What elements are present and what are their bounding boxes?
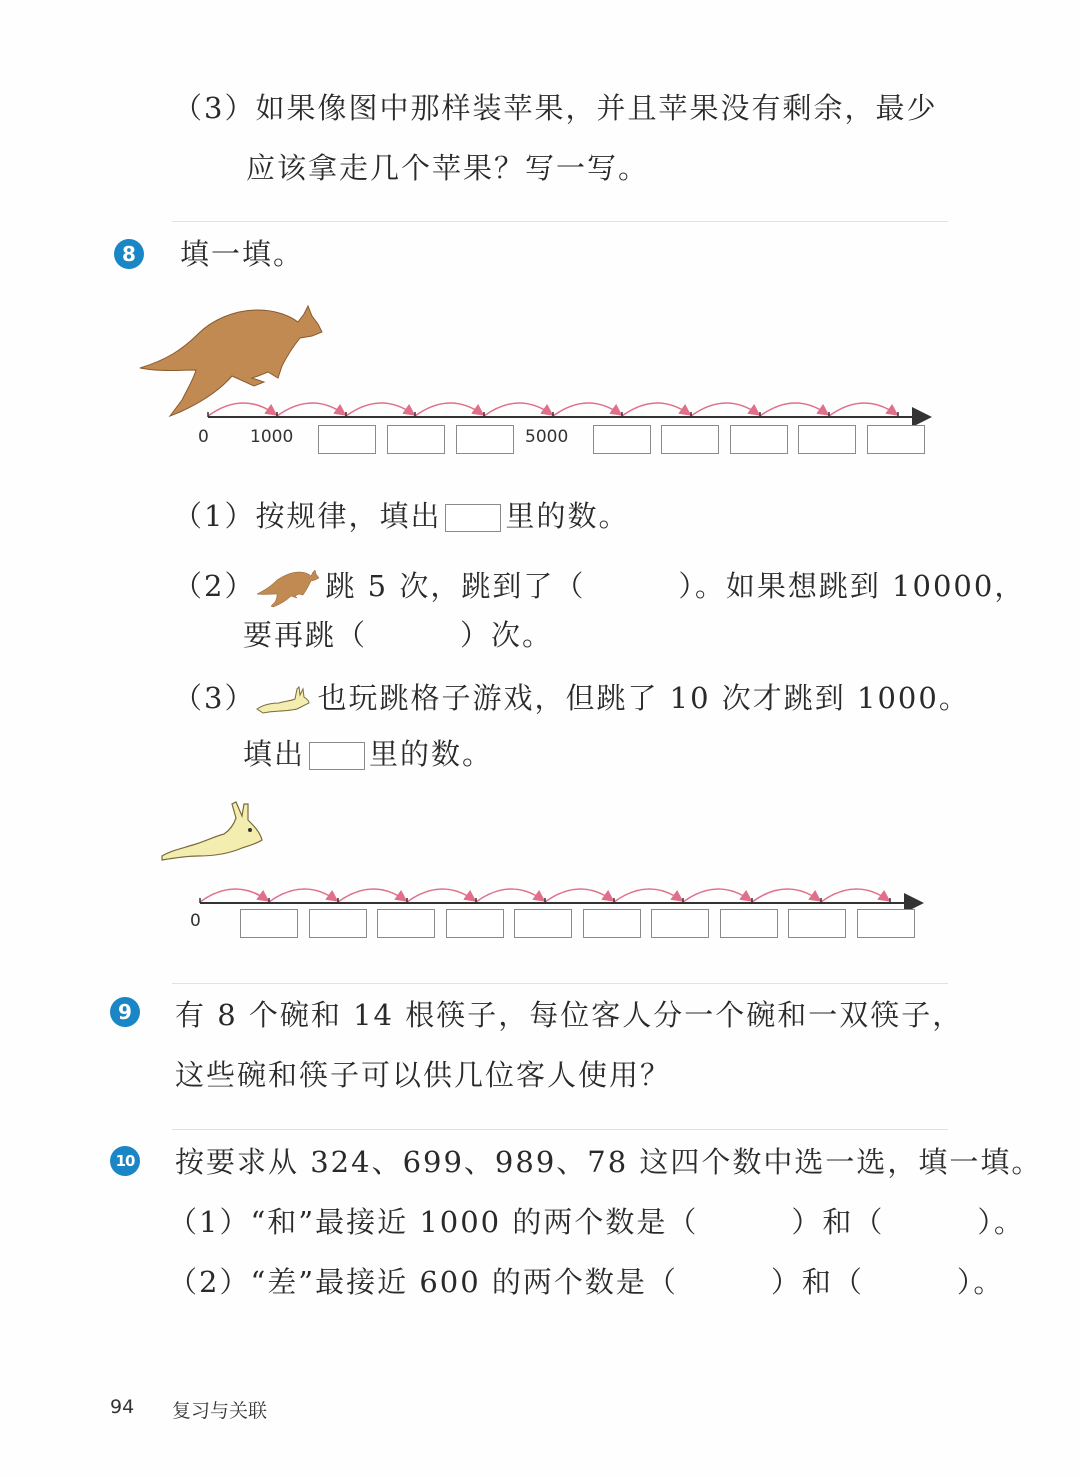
rabbit-number-line (192, 870, 932, 910)
q9-line1: 有 8 个碗和 14 根筷子，每位客人分一个碗和一双筷子， (175, 998, 964, 1032)
section-title: 复习与关联 (172, 1400, 268, 1422)
answer-box[interactable] (377, 909, 435, 938)
jump-arc (553, 403, 620, 416)
q10-part1: （1）“和”最接近 1000 的两个数是（ ）和（ ）。 (168, 1205, 1025, 1239)
q8-part3-line1: （3） 也玩跳格子游戏，但跳了 10 次才跳到 1000。 (173, 681, 970, 715)
jump-arc (614, 889, 681, 902)
answer-box[interactable] (593, 425, 651, 454)
question-10-badge: 10 (110, 1146, 140, 1176)
jump-arc (691, 403, 758, 416)
question-9-badge: 9 (110, 997, 140, 1027)
page-number: 94 (110, 1396, 135, 1418)
tick-label-0: 0 (190, 911, 201, 931)
jump-arc (277, 403, 344, 416)
divider (172, 221, 948, 222)
jump-arc (545, 889, 612, 902)
q8-part2-line1: （2） 跳 5 次，跳到了（ ）。如果想跳到 10000， (173, 568, 1025, 608)
jump-arc (346, 403, 413, 416)
q8-part1: （1）按规律，填出 里的数。 (173, 499, 630, 533)
jump-arc (338, 889, 405, 902)
answer-box[interactable] (240, 909, 298, 938)
kangaroo-icon (255, 568, 321, 608)
q7-part3-line2: 应该拿走几个苹果？写一写。 (246, 151, 650, 185)
rabbit-illustration (158, 800, 268, 866)
jump-arc (407, 889, 474, 902)
jump-arc (476, 889, 543, 902)
answer-box[interactable] (309, 909, 367, 938)
tick-label-0: 0 (198, 427, 209, 447)
q10-part2: （2）“差”最接近 600 的两个数是（ ）和（ ）。 (168, 1265, 1005, 1299)
answer-box[interactable] (661, 425, 719, 454)
answer-box[interactable] (788, 909, 846, 938)
answer-box[interactable] (583, 909, 641, 938)
answer-box[interactable] (446, 909, 504, 938)
jump-arc (484, 403, 551, 416)
answer-box[interactable] (387, 425, 445, 454)
jump-arc (683, 889, 750, 902)
answer-box[interactable] (798, 425, 856, 454)
answer-box[interactable] (318, 425, 376, 454)
jump-arc (200, 889, 267, 902)
q8-part2-line2: 要再跳（ ）次。 (243, 618, 554, 652)
question-8-badge: 8 (114, 239, 144, 269)
inline-box-icon (445, 504, 501, 532)
divider (172, 1129, 948, 1130)
q7-part3-line1: （3）如果像图中那样装苹果，并且苹果没有剩余，最少 (173, 91, 938, 125)
q7-part3-label: （3） (173, 91, 256, 125)
jump-arc (752, 889, 819, 902)
answer-box[interactable] (651, 909, 709, 938)
rabbit-icon (255, 685, 313, 715)
answer-box[interactable] (867, 425, 925, 454)
jump-arc (760, 403, 827, 416)
tick-label-1000: 1000 (250, 427, 294, 447)
q8-part3-line2: 填出 里的数。 (243, 737, 494, 771)
jump-arc (829, 403, 896, 416)
answer-box[interactable] (730, 425, 788, 454)
q9-line2: 这些碗和筷子可以供几位客人使用？ (175, 1058, 672, 1092)
divider (172, 983, 948, 984)
jump-arc (415, 403, 482, 416)
jump-arc (622, 403, 689, 416)
q8-title: 填一填。 (180, 237, 305, 271)
jump-arc (269, 889, 336, 902)
inline-box-icon (309, 742, 365, 770)
jump-arc (821, 889, 888, 902)
answer-box[interactable] (456, 425, 514, 454)
tick-label-5000: 5000 (525, 427, 569, 447)
answer-box[interactable] (857, 909, 915, 938)
jump-arc (208, 403, 275, 416)
answer-box[interactable] (514, 909, 572, 938)
kangaroo-number-line (200, 386, 940, 426)
answer-box[interactable] (720, 909, 778, 938)
q10-title: 按要求从 324、699、989、78 这四个数中选一选，填一填。 (175, 1145, 1043, 1179)
